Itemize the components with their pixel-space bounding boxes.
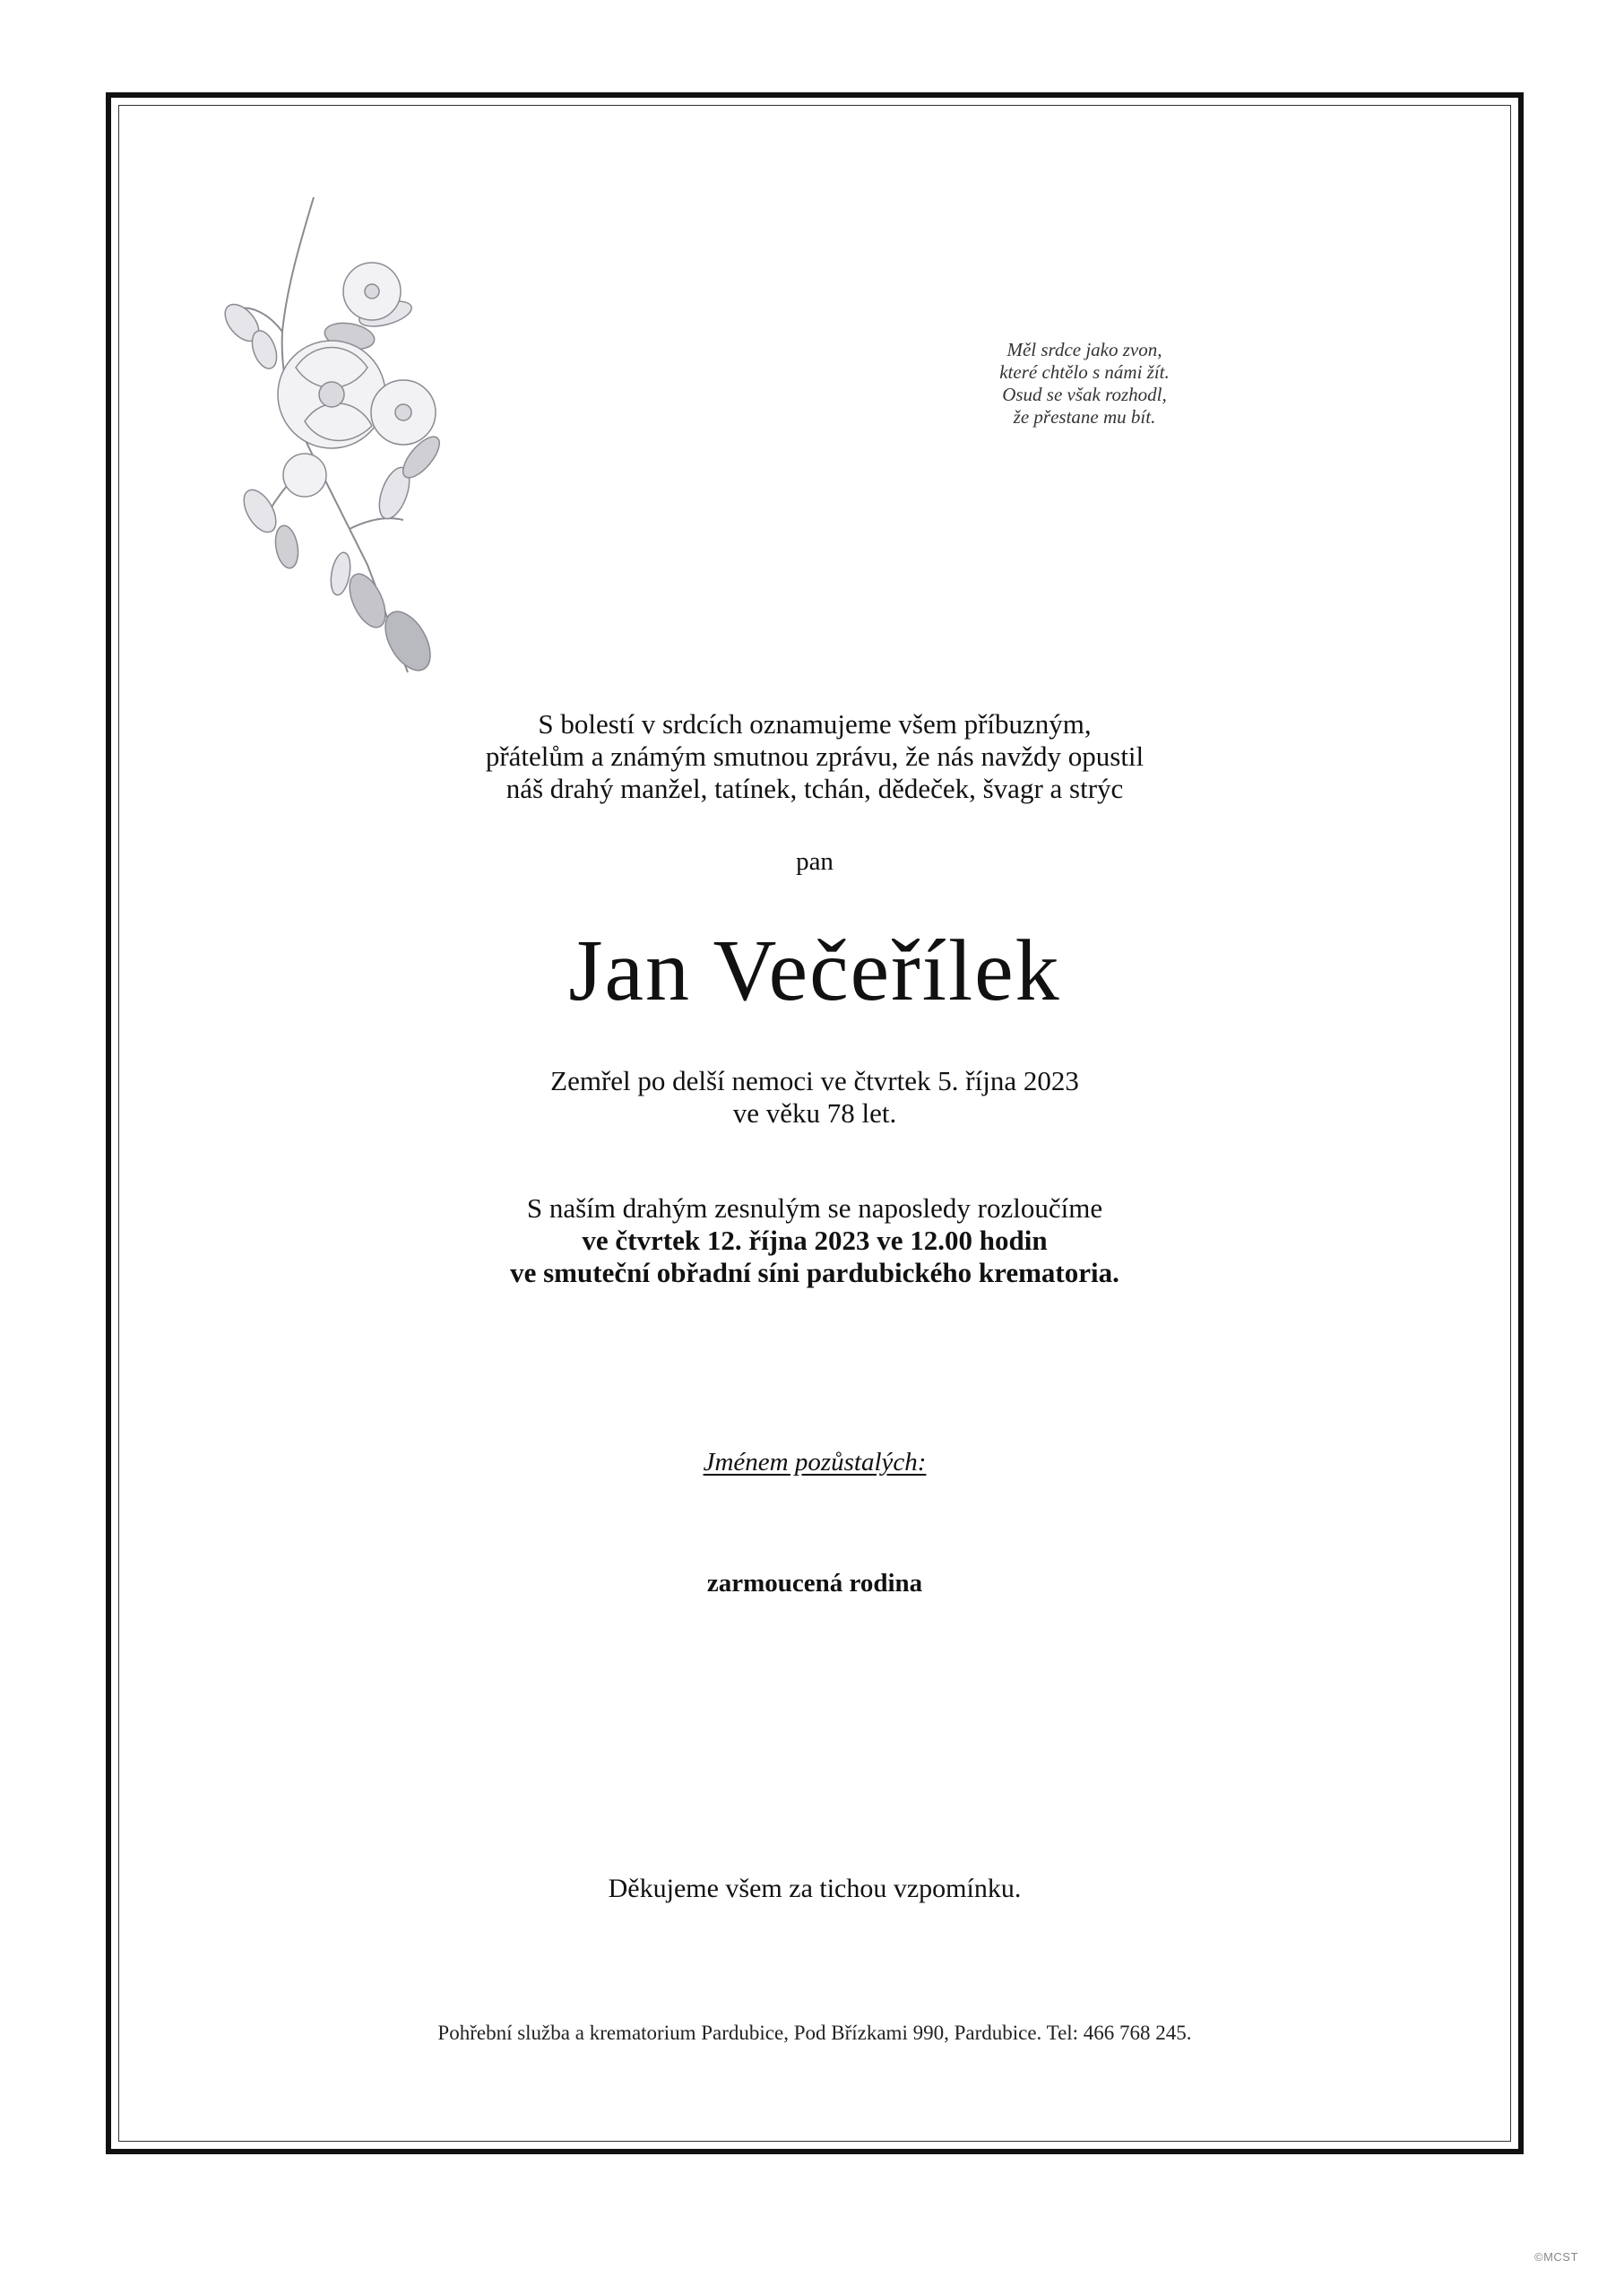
family-signature: zarmoucená rodina [706,1569,923,1598]
poem-line: Osud se však rozhodl, [1002,384,1167,405]
announcement-line: přátelům a známým smutnou zprávu, že nás navždy opustil [485,740,1145,772]
on-behalf-heading [118,1448,1511,1477]
poem-line: Měl srdce jako zvon, [1006,339,1162,360]
thanks-text: Děkujeme všem za tichou vzpomínku. [608,1874,1022,1903]
announcement-text [118,708,1511,805]
death-info-line: Zemřel po delší nemoci ve čtvrtek 5. října 2023 [550,1065,1079,1096]
on-behalf-label: Jménem pozůstalých: [703,1448,927,1477]
announcement-line: náš drahý manžel, tatínek, tchán, dědeček, švagr a strýc [505,773,1124,804]
farewell-date: ve čtvrtek 12. října 2023 ve 12.00 hodin [582,1225,1048,1256]
announcement-line: S bolestí v srdcích oznamujeme všem příbuzným, [538,708,1092,740]
farewell-info [118,1192,1511,1289]
source-stamp: ©MCST [1534,2250,1578,2264]
deceased-name: Jan Večeřílek [568,922,1061,1019]
poem-line: že přestane mu bít. [1013,406,1156,428]
farewell-place: ve smuteční obřadní síni pardubického krematoria. [510,1257,1119,1288]
funeral-service-footer: Pohřební služba a krematorium Pardubice, Pod Břízkami 990, Pardubice. Tel: 466 768 245. [437,2022,1192,2044]
flower-branch-icon [215,188,538,690]
salutation: pan [796,847,834,876]
farewell-line: S naším drahým zesnulým se naposledy rozloučíme [526,1192,1103,1224]
death-info-line: ve věku 78 let. [732,1097,897,1129]
poem [896,339,1273,429]
death-info [118,1065,1511,1130]
poem-line: které chtělo s námi žít. [999,361,1170,383]
